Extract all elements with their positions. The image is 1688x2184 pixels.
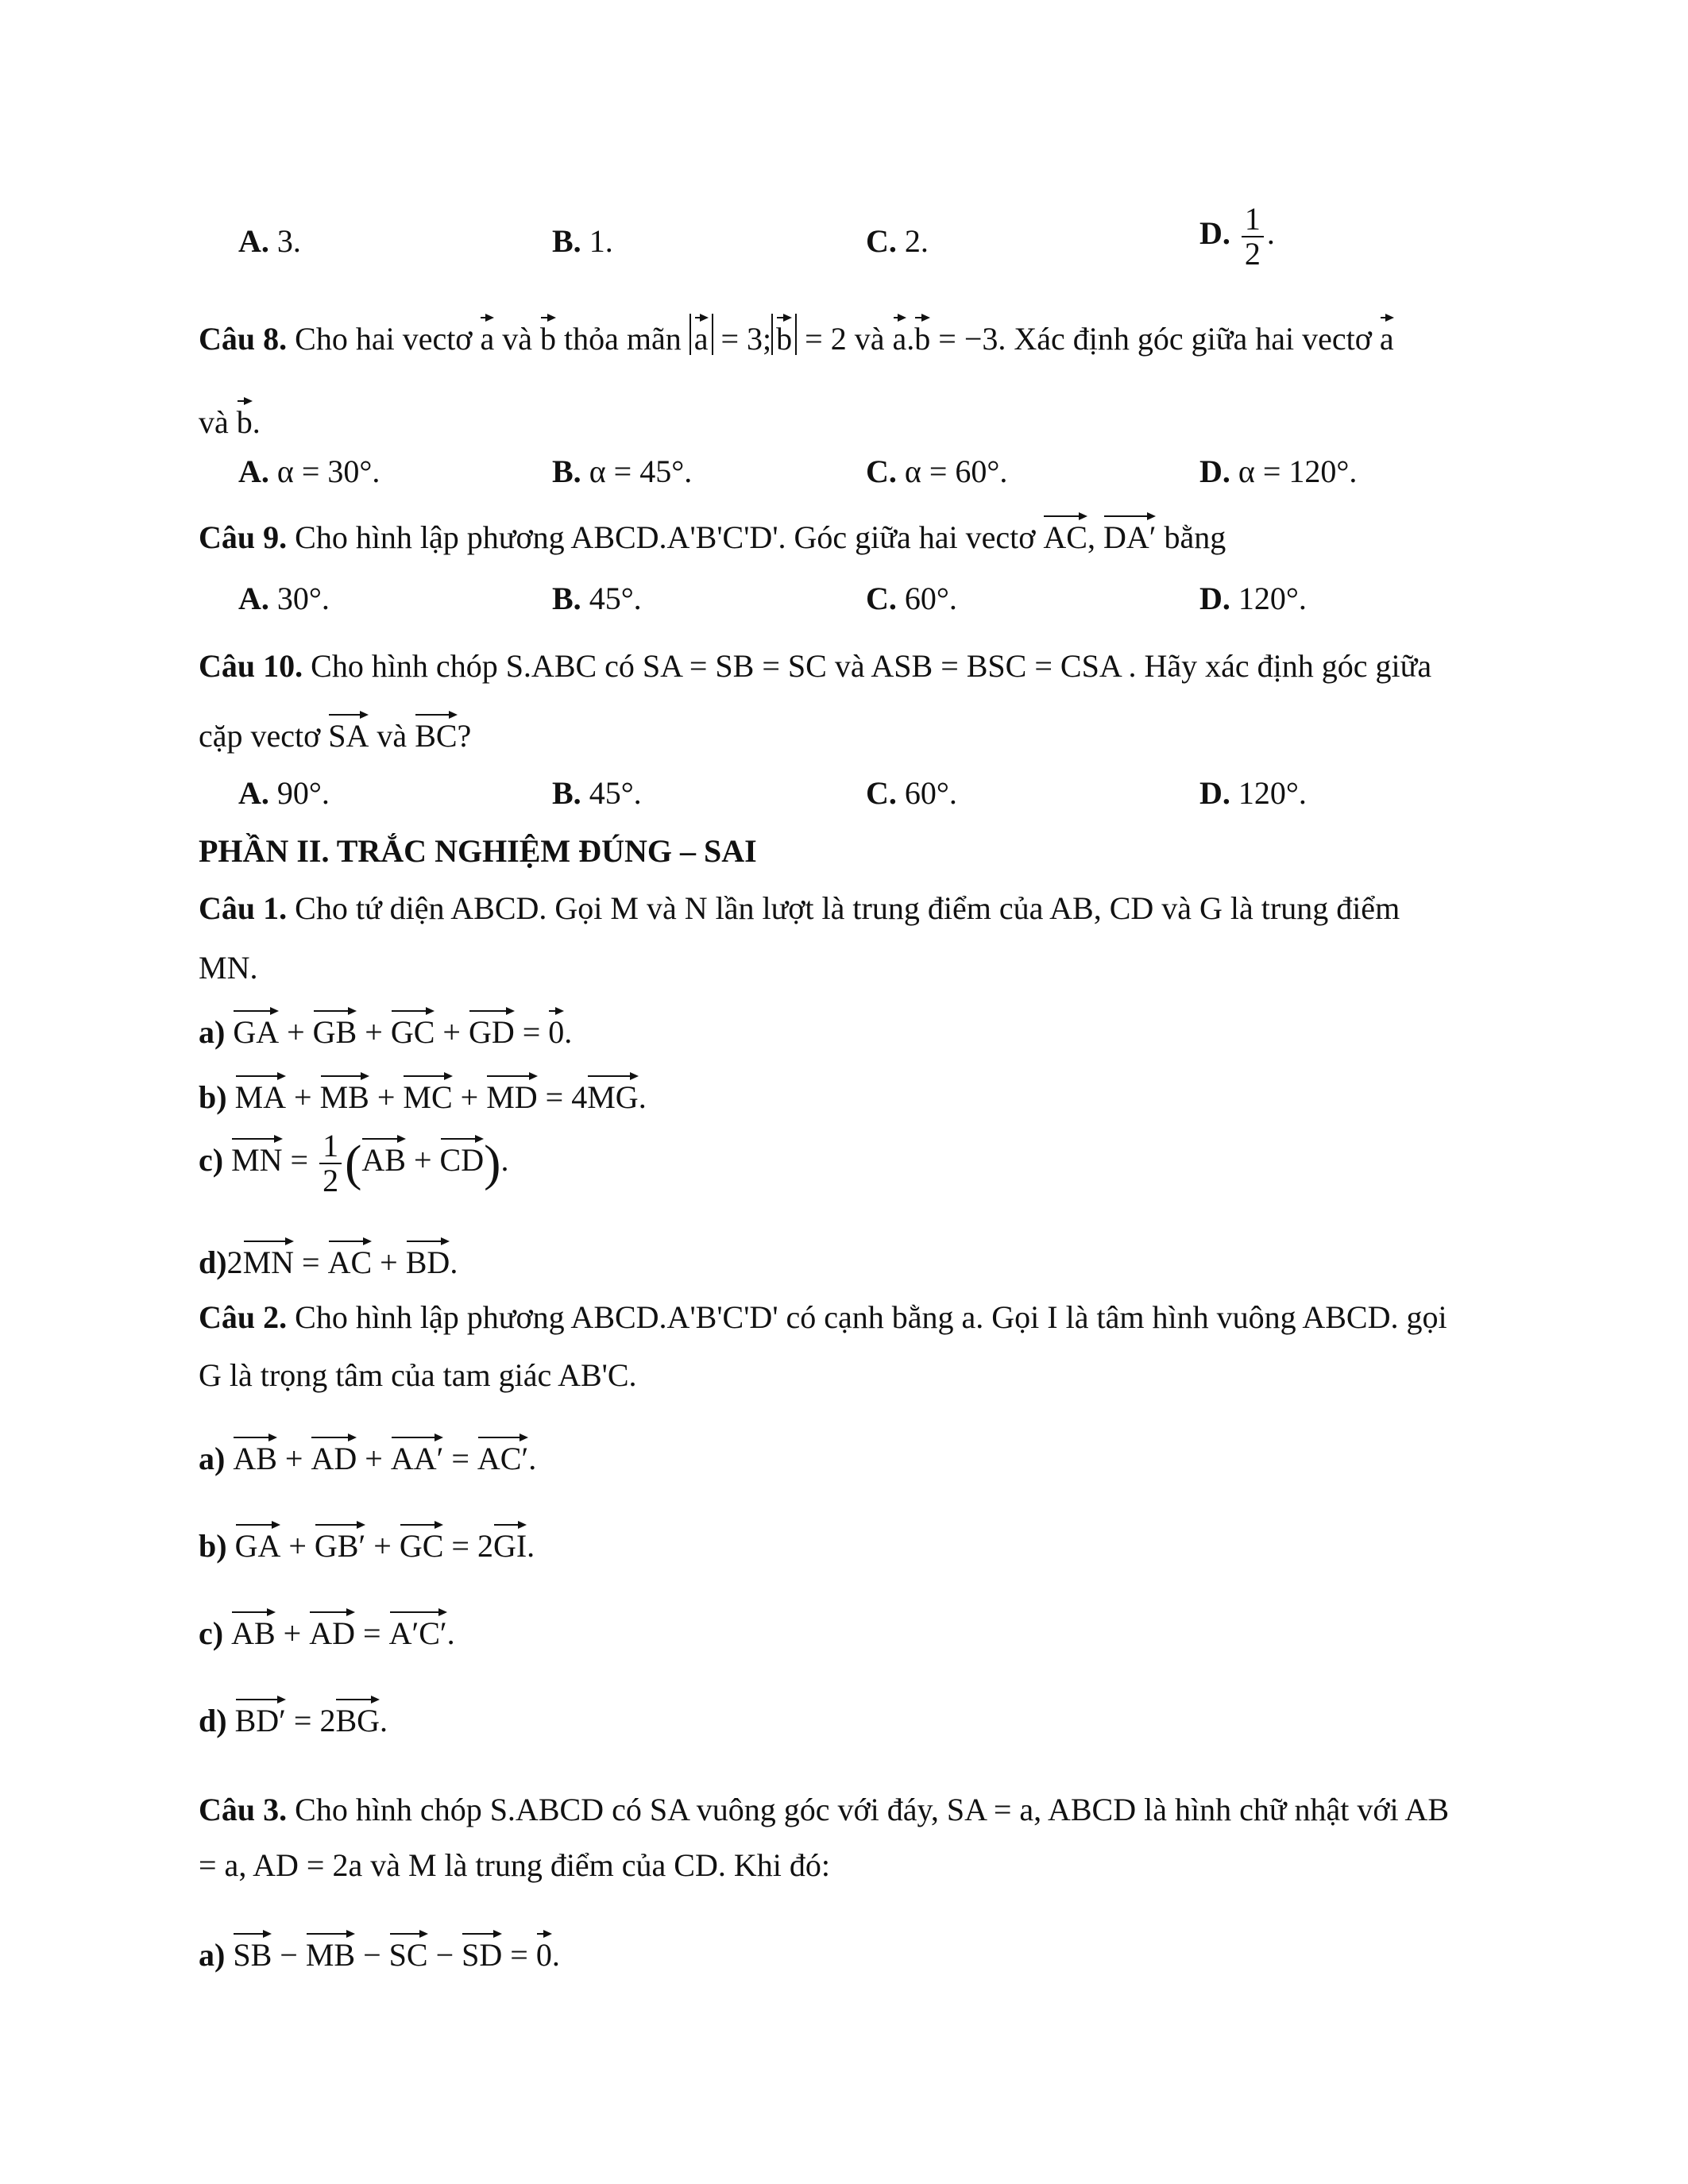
q10-option-d: D. 120°. <box>1199 775 1307 811</box>
math-text: Câu 2. <box>199 1299 288 1335</box>
p2-statement-d: d) BD′ = 2BG. <box>199 1696 388 1740</box>
vector-symbol: AD <box>309 1608 355 1650</box>
math-text: D. <box>1199 215 1230 252</box>
math-text: B. <box>552 223 581 259</box>
vector-symbol: GD <box>469 1007 515 1048</box>
vector-symbol: AA′ <box>391 1433 444 1475</box>
math-text <box>689 314 713 355</box>
vector-symbol: AB <box>233 1433 277 1475</box>
math-text: c) <box>199 1142 224 1179</box>
fraction <box>319 1129 342 1198</box>
math-text: 1 <box>1242 203 1264 237</box>
math-text: a) <box>199 1937 226 1973</box>
vector-symbol: 0 <box>536 1930 552 1971</box>
vector-symbol: GA <box>235 1521 281 1562</box>
math-text: 1 <box>319 1129 342 1164</box>
q7-option-c: C. 2. <box>866 223 929 259</box>
math-text: D. <box>1199 581 1230 616</box>
vector-symbol: a <box>480 314 494 355</box>
q9-option-a: A. 30°. <box>238 581 330 616</box>
vector-symbol: MA <box>235 1072 286 1113</box>
q8-option-b: B. α = 45°. <box>552 453 693 489</box>
vector-symbol: CD <box>440 1135 485 1176</box>
vector-symbol: b <box>776 314 792 355</box>
p1-statement-b: b) MA + MB + MC + MD = 4MG. <box>199 1072 647 1117</box>
math-text: A. <box>238 453 269 489</box>
vector-symbol: 0 <box>548 1007 564 1048</box>
p1-text-cont: MN. <box>199 950 258 986</box>
vector-symbol: MG <box>587 1072 638 1113</box>
p3-text: Câu 3. Cho hình chóp S.ABCD có SA vuông góc với đáy, SA = a, ABCD là hình chữ nhật với AB <box>199 1792 1449 1827</box>
math-text: ) <box>484 1134 501 1191</box>
vector-symbol: A′C′ <box>389 1608 447 1650</box>
math-text <box>771 314 797 355</box>
vector-symbol: AC′ <box>477 1433 528 1475</box>
p2-statement-b: b) GA + GB′ + GC = 2GI. <box>199 1521 535 1565</box>
q10-text-cont: cặp vectơ SA và BC? <box>199 711 471 755</box>
vector-symbol: BD′ <box>235 1696 286 1737</box>
vector-symbol: AB <box>361 1135 406 1176</box>
vector-symbol: SD <box>462 1930 502 1971</box>
vector-symbol: b <box>237 397 253 438</box>
vector-symbol: DA′ <box>1103 512 1157 554</box>
vector-symbol: MN <box>243 1237 294 1279</box>
q7-option-b: B. 1. <box>552 223 613 259</box>
math-text: Câu 10. <box>199 648 303 684</box>
vector-symbol: SA <box>328 711 369 752</box>
p2-text-cont: G là trọng tâm của tam giác AB'C. <box>199 1357 637 1393</box>
vector-symbol: AB <box>231 1608 276 1650</box>
q8-option-d: D. α = 120°. <box>1199 453 1358 489</box>
vector-symbol: MB <box>306 1930 355 1971</box>
vector-symbol: AC <box>328 1237 373 1279</box>
p1-statement-a: a) GA + GB + GC + GD = 0. <box>199 1007 572 1051</box>
vector-symbol: a <box>694 314 709 355</box>
vector-symbol: MB <box>320 1072 369 1113</box>
math-text: Câu 8. <box>199 321 288 357</box>
vector-symbol: MD <box>486 1072 537 1113</box>
p2-statement-a: a) AB + AD + AA′ = AC′. <box>199 1433 536 1478</box>
vector-symbol: BC <box>415 711 457 752</box>
vector-symbol: MN <box>231 1135 282 1176</box>
math-text: A. <box>238 581 269 616</box>
fraction <box>1242 203 1264 271</box>
math-text: a) <box>199 1441 226 1476</box>
q8-text-cont: và b. <box>199 397 261 442</box>
q7-option-d: D. $\frac{1}{2}$ . <box>1199 201 1275 272</box>
math-text: b) <box>199 1528 227 1564</box>
math-text: C. <box>866 223 897 259</box>
q7-option-a: A. 3. <box>238 223 301 259</box>
math-text: Câu 3. <box>199 1792 288 1827</box>
math-text: d) <box>199 1703 227 1738</box>
vector-symbol: BD <box>406 1237 450 1279</box>
q9-option-d: D. 120°. <box>1199 581 1307 616</box>
vector-symbol: a <box>1380 314 1394 355</box>
q10-option-a: A. 90°. <box>238 775 330 811</box>
math-text: D. <box>1199 775 1230 811</box>
vector-symbol: GC <box>391 1007 435 1048</box>
q9-option-b: B. 45°. <box>552 581 642 616</box>
q10-option-b: B. 45°. <box>552 775 642 811</box>
math-text: c) <box>199 1615 224 1651</box>
math-text: Câu 1. <box>199 890 288 926</box>
math-text: Câu 9. <box>199 519 288 555</box>
vector-symbol: b <box>914 314 930 355</box>
math-text: C. <box>866 453 897 489</box>
p1-statement-d: d)2MN = AC + BD. <box>199 1237 458 1282</box>
math-text: A. <box>238 775 269 811</box>
p2-text: Câu 2. Cho hình lập phương ABCD.A'B'C'D' có cạnh bằng a. Gọi I là tâm hình vuông ABCD. gọi <box>199 1299 1447 1335</box>
vector-symbol: SB <box>233 1930 272 1971</box>
q9-text: Câu 9. Cho hình lập phương ABCD.A'B'C'D'. Góc giữa hai vectơ AC, DA′ bằng <box>199 512 1226 557</box>
math-text: B. <box>552 453 581 489</box>
math-text: C. <box>866 581 897 616</box>
math-text: B. <box>552 775 581 811</box>
vector-symbol: AD <box>311 1433 357 1475</box>
math-text: C. <box>866 775 897 811</box>
vector-symbol: AC <box>1043 512 1087 554</box>
p1-statement-c: c) MN = $\frac{1}{2}$ (AB + CD). <box>199 1128 509 1198</box>
vector-symbol: GC <box>400 1521 444 1562</box>
q8-option-a: A. α = 30°. <box>238 453 380 489</box>
vector-symbol: GB <box>313 1007 357 1048</box>
q10-option-c: C. 60°. <box>866 775 957 811</box>
q8-text: Câu 8. Cho hai vectơ a và b thỏa mãn a = 3; b = 2 và a.b = −3. Xác định góc giữa hai vectơ a <box>199 314 1394 358</box>
p3-statement-a: a) SB − MB − SC − SD = 0. <box>199 1930 560 1974</box>
vector-symbol: GB′ <box>315 1521 365 1562</box>
p3-text-cont: = a, AD = 2a và M là trung điểm của CD. Khi đó: <box>199 1847 830 1883</box>
p2-statement-c: c) AB + AD = A′C′. <box>199 1608 455 1653</box>
math-text: 2 <box>323 1163 339 1198</box>
math-text: 2 <box>1244 236 1261 272</box>
vector-symbol: a <box>893 314 907 355</box>
math-text: b) <box>199 1079 227 1115</box>
q10-text: Câu 10. Cho hình chóp S.ABC có SA = SB = SC và ASB = BSC = CSA . Hãy xác định góc giữa <box>199 648 1432 684</box>
vector-symbol: GA <box>233 1007 279 1048</box>
math-text: A. <box>238 223 269 259</box>
math-text: ( <box>345 1134 362 1191</box>
vector-symbol: MC <box>403 1072 452 1113</box>
math-text: B. <box>552 581 581 616</box>
math-text: D. <box>1199 453 1230 489</box>
vector-symbol: b <box>540 314 556 355</box>
p1-text: Câu 1. Cho tứ diện ABCD. Gọi M và N lần lượt là trung điểm của AB, CD và G là trung điểm <box>199 890 1400 926</box>
vector-symbol: SC <box>389 1930 428 1971</box>
vector-symbol: BG <box>335 1696 380 1737</box>
math-text: a) <box>199 1014 226 1050</box>
math-text: d) <box>199 1244 227 1280</box>
part2-heading: PHẦN II. TRẮC NGHIỆM ĐÚNG – SAI <box>199 833 757 869</box>
q8-option-c: C. α = 60°. <box>866 453 1008 489</box>
vector-symbol: GI <box>493 1521 527 1562</box>
q9-option-c: C. 60°. <box>866 581 957 616</box>
